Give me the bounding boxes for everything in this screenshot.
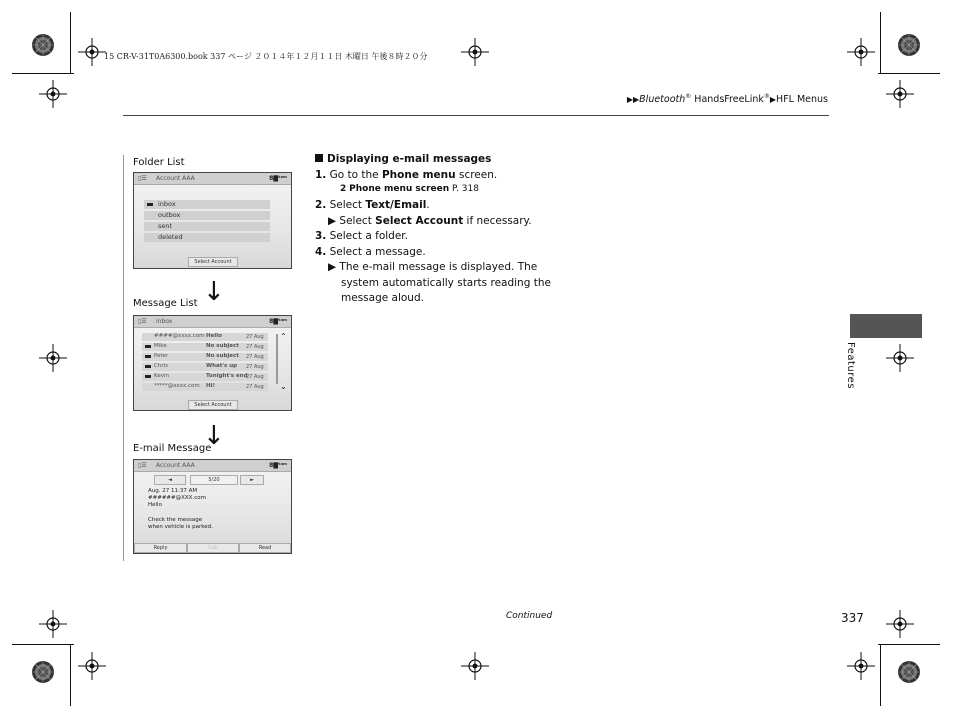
scrollbar[interactable] [276,334,278,384]
prev-button[interactable]: ◄ [154,475,186,485]
email-header [148,488,206,509]
phone-icon: ▯☰ [138,462,147,469]
mail-icon [147,203,153,206]
section-tab-label: Features [845,342,856,389]
mail-icon [145,355,151,358]
breadcrumb-bluetooth: Bluetooth [639,94,686,106]
call-button[interactable]: Call [187,543,239,553]
message-row[interactable]: Mike No subject 27 Aug [142,343,268,351]
step-3: 3. Select a folder. [315,230,408,242]
reply-button[interactable]: Reply [134,543,187,553]
page-number: 337 [841,611,864,625]
read-button[interactable]: Read [239,543,291,553]
message-list-caption: Message List [133,298,198,309]
screen-status-bar [134,460,291,472]
phone-icon: ▯☰ [138,175,147,182]
section-heading: Displaying e-mail messages [315,153,491,165]
scroll-down-icon[interactable]: ⌄ [280,382,287,391]
account-title: Account AAA [156,462,195,469]
down-arrow-icon: ↓ [203,277,225,307]
signal-icon: 8▇ᵗᵃᵐ [269,318,287,325]
step-4-note-line2: system automatically starts reading the [341,277,551,289]
step-2-note: ▶ Select Select Account if necessary. [328,215,532,227]
email-message-caption: E-mail Message [133,443,212,454]
cross-reference[interactable]: 2 Phone menu screen P. 318 [340,184,479,194]
signal-icon: 8▇ᵗᵃᵐ [269,462,287,469]
page-indicator: 5/20 [190,475,238,485]
email-from: ######@XXX.com [148,495,206,501]
step-2: 2. Select Text/Email. [315,199,430,211]
email-date: Aug. 27 11:37 AM [148,488,198,494]
step-4-note: ▶ The e-mail message is displayed. The [328,261,538,273]
signal-icon: 8▇ᵗᵃᵐ [269,175,287,182]
folder-list-screen [133,172,292,269]
screen-status-bar [134,316,291,328]
email-message-screen [133,459,292,554]
breadcrumb-arrows: ▶▶ [626,95,640,105]
message-row[interactable]: *****@xxxx.com Hi! 27 Aug [142,383,268,391]
email-body: Check the message when vehicle is parked. [148,517,213,530]
next-button[interactable]: ► [240,475,264,485]
folder-item[interactable]: inbox [144,200,270,209]
down-arrow-icon: ↓ [203,421,225,451]
continued-label: Continued [506,611,553,621]
phone-icon: ▯☰ [138,318,147,325]
figure-left-border [123,155,124,561]
breadcrumb-handsfreelink: HandsFreeLink [691,94,764,106]
mail-icon [145,375,151,378]
message-list-screen [133,315,292,411]
scroll-up-icon[interactable]: ⌃ [280,332,287,341]
folder-list-caption: Folder List [133,157,185,168]
registered-mark: ® [685,93,692,100]
print-header: 15 CR-V-31T0A6300.book 337 ページ ２０１４年１２月１１日 木曜日 午後８時２０分 [104,52,428,61]
screen-status-bar [134,173,291,185]
step-4: 4. Select a message. [315,246,426,258]
message-row[interactable]: ####@xxxx.com Hello 27 Aug [142,333,268,341]
breadcrumb-sep: ▶ [769,95,777,105]
heading-square-icon [315,154,323,162]
email-subject: Hello [148,502,162,508]
folder-item[interactable]: outbox [144,211,270,220]
folder-item[interactable]: deleted [144,233,270,242]
folder-title: inbox [156,318,173,325]
step-1: 1. Go to the Phone menu screen. [315,169,498,181]
bullet-arrow-icon: ▶ [328,261,337,273]
section-tab [850,314,922,338]
folder-item[interactable]: sent [144,222,270,231]
registered-mark: ® [763,93,770,100]
message-row[interactable]: Peter No subject 27 Aug [142,353,268,361]
header-rule [123,115,829,116]
bullet-arrow-icon: ▶ [328,215,337,227]
reference-icon: 2 [340,184,347,194]
breadcrumb-hfl-menus: HFL Menus [776,94,828,106]
message-row[interactable]: Chris What's up 27 Aug [142,363,268,371]
select-account-button[interactable]: Select Account [188,400,238,410]
account-title: Account AAA [156,175,195,182]
select-account-button[interactable]: Select Account [188,257,238,267]
mail-icon [145,345,151,348]
breadcrumb [627,93,828,105]
message-row[interactable]: Kevin Tonight's end 27 Aug [142,373,268,381]
mail-icon [145,365,151,368]
step-4-note-line3: message aloud. [341,292,424,304]
